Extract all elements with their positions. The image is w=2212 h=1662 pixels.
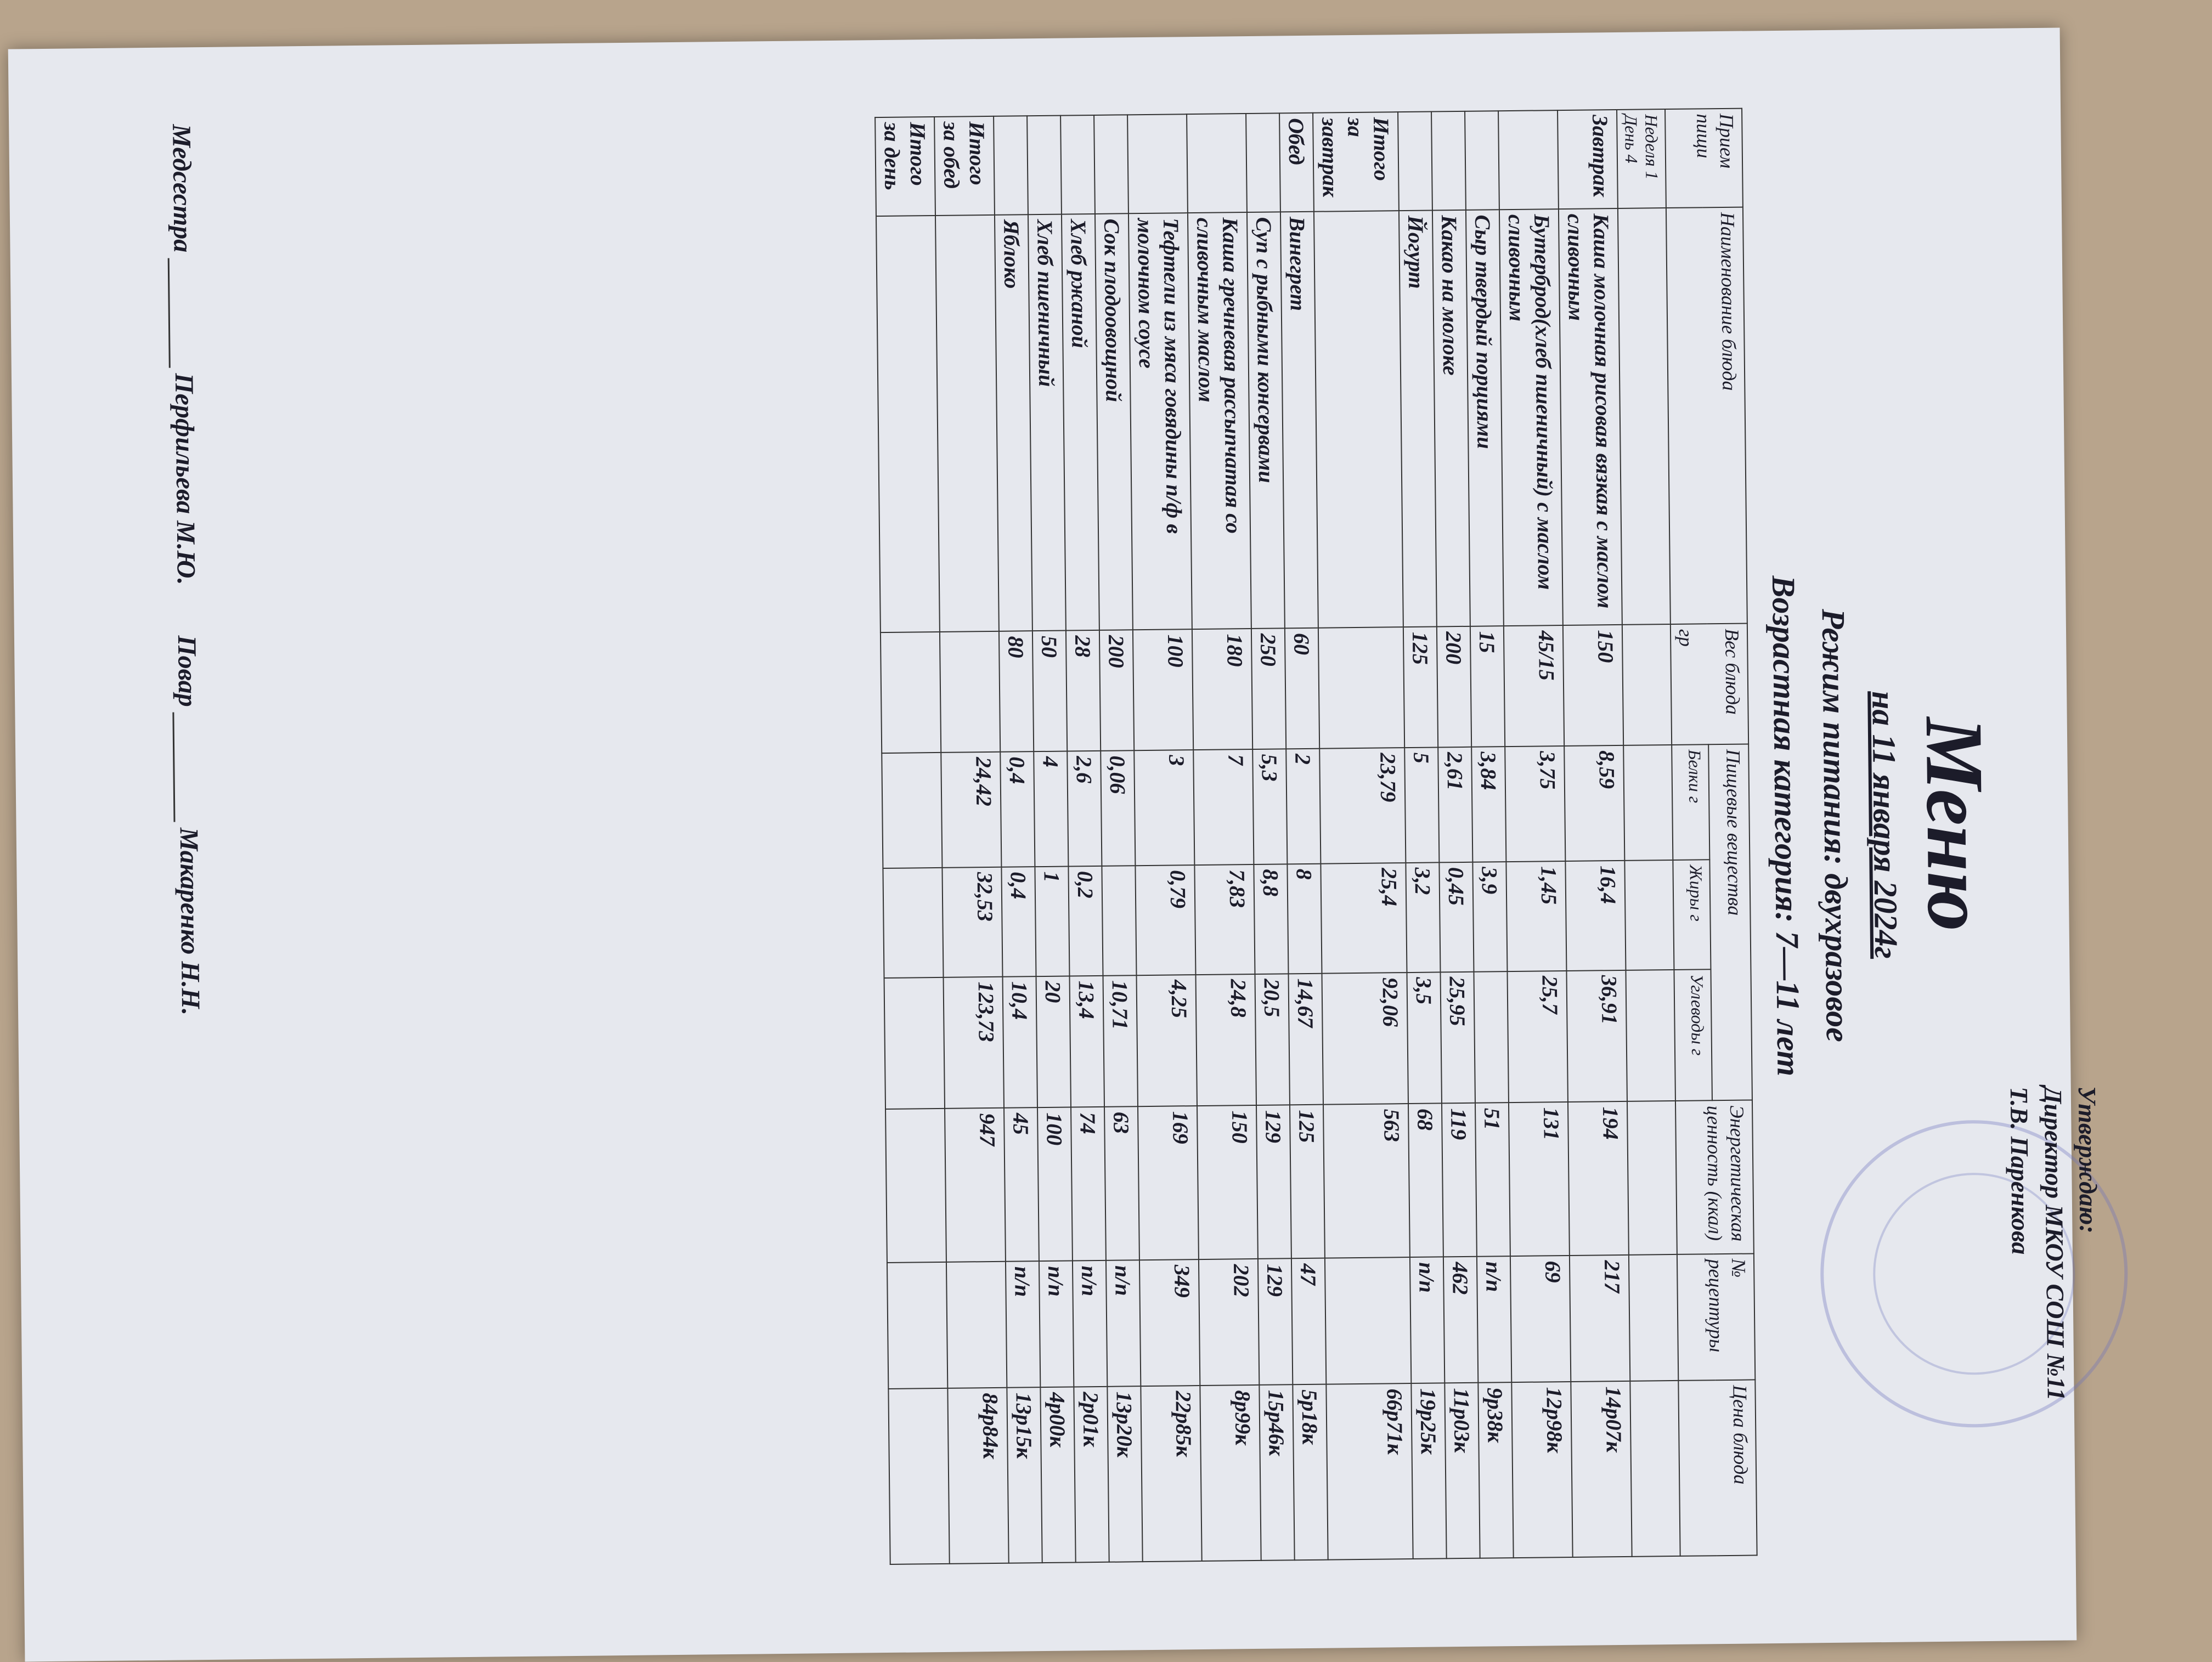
cell-name: Каша гречневая рассыпчатая со сливочным маслом <box>1188 212 1251 629</box>
regime-line: Режим питания: двухразовое <box>1815 608 1856 1043</box>
cell-e: 100 <box>1037 1107 1073 1262</box>
header-fats: Жиры г <box>1673 860 1711 970</box>
table-row <box>1313 112 1413 1559</box>
cell-price: 19р25к <box>1411 1383 1446 1559</box>
cell-r: п/п <box>1073 1260 1107 1387</box>
cell-weight: 200 <box>1437 626 1471 747</box>
cell-c: 25,95 <box>1440 971 1475 1103</box>
cell-c: 123,73 <box>944 976 1005 1109</box>
header-recipe: № рецептуры <box>1677 1254 1755 1381</box>
cell-meal <box>1060 115 1095 214</box>
cell-meal <box>1465 111 1499 210</box>
cell-p: 4 <box>1034 751 1068 866</box>
cell-f: 16,4 <box>1565 861 1626 971</box>
cell-price: 14р07к <box>1571 1381 1632 1557</box>
cell-weight: 250 <box>1251 628 1286 749</box>
cell-p: 2,6 <box>1067 751 1102 866</box>
cell-name: Йогурт <box>1399 210 1437 627</box>
nurse-scribble <box>168 258 209 368</box>
cell-r <box>1325 1257 1411 1384</box>
cell-name: Сок плодоовощной <box>1095 213 1133 630</box>
cell-price: 66р71к <box>1326 1383 1413 1559</box>
approval-line-1: Утверждаю: <box>2073 1086 2103 1234</box>
cell-price: 5р18к <box>1293 1384 1328 1560</box>
cell-weight: 15 <box>1470 626 1505 747</box>
cell-weight <box>881 632 941 753</box>
header-carbs: Углеводы г <box>1674 969 1712 1101</box>
cell-f: 32,53 <box>942 867 1002 977</box>
cell-p: 5,3 <box>1252 749 1287 864</box>
cell-p: 2,61 <box>1438 747 1472 862</box>
cell-c: 3,5 <box>1407 972 1442 1104</box>
nurse-signature: МедсестраПерфильева М.Ю. <box>166 124 211 585</box>
cell-weight: 180 <box>1192 629 1252 750</box>
menu-document <box>107 43 2142 1622</box>
cell-weight <box>940 631 1000 753</box>
week-label: Неделя 1 День 4 <box>1617 109 1666 208</box>
cell-e: 947 <box>945 1108 1006 1262</box>
cell-c: 36,91 <box>1566 970 1627 1102</box>
cell-name: Какао на молоке <box>1432 210 1470 627</box>
cell-f: 0,4 <box>1001 867 1036 976</box>
header-proteins: Белки г <box>1672 744 1709 860</box>
cell-f: 3,9 <box>1472 862 1507 971</box>
cell-e: 150 <box>1197 1105 1258 1259</box>
cell-f: 0,45 <box>1439 862 1474 972</box>
cell-price: 4р00к <box>1040 1387 1075 1563</box>
cell-p: 3,84 <box>1471 747 1506 862</box>
cell-p: 24,42 <box>941 752 1001 868</box>
cell-e: 68 <box>1408 1104 1443 1258</box>
cell-price: 8р99к <box>1200 1385 1261 1561</box>
paper-sheet <box>8 27 2103 1661</box>
approval-line-3: Т.В. Паренкова <box>2005 1087 2035 1255</box>
cell-name: Каша молочная рисовая вязкая с маслом сливочным <box>1559 208 1622 625</box>
cook-signature: ПоварМакаренко Н.Н. <box>172 635 216 1015</box>
cell-name: Сыр твердый порциями <box>1466 210 1504 626</box>
signatures <box>166 124 222 1573</box>
cell-e: 45 <box>1004 1108 1039 1262</box>
cell-price: 11р03к <box>1444 1383 1480 1558</box>
cell-meal: Обед <box>1279 113 1314 212</box>
cell-c: 10,4 <box>1003 976 1038 1108</box>
cell-price: 9р38к <box>1478 1382 1513 1558</box>
cell-price: 12р98к <box>1511 1382 1572 1558</box>
cell-weight: 50 <box>1032 631 1067 751</box>
cell-price: 2р01к <box>1074 1387 1109 1562</box>
cell-meal <box>1094 115 1128 214</box>
cell-p: 8,59 <box>1564 745 1624 861</box>
header-name: Наименование блюда <box>1666 207 1747 625</box>
cell-f: 8,8 <box>1254 864 1288 974</box>
cell-p <box>882 753 942 868</box>
header-price: Цена блюда <box>1678 1380 1757 1556</box>
cell-name: Тефтели из мяса говядины п/ф в молочном соусе <box>1128 213 1192 630</box>
approval-block <box>2002 1086 2109 1581</box>
cell-e: 131 <box>1509 1102 1570 1256</box>
cell-meal <box>1498 110 1559 210</box>
cell-p: 3,75 <box>1505 746 1565 862</box>
cell-r: 129 <box>1258 1259 1293 1386</box>
cell-f: 25,4 <box>1321 863 1407 973</box>
cell-meal <box>1431 111 1466 211</box>
cell-f: 0,79 <box>1135 865 1195 975</box>
cell-name: Винегрет <box>1280 212 1318 629</box>
cell-weight <box>1318 627 1404 748</box>
cell-weight: 45/15 <box>1504 625 1564 747</box>
cell-c: 25,7 <box>1507 971 1568 1103</box>
cell-c: 10,71 <box>1103 975 1138 1107</box>
cell-r: 69 <box>1510 1256 1571 1382</box>
cell-r: 47 <box>1291 1258 1326 1385</box>
approval-line-2: Директор МКОУ СОШ №11 <box>2039 1086 2070 1401</box>
cell-name <box>1314 211 1403 628</box>
cell-e: 129 <box>1256 1105 1291 1259</box>
cell-weight: 150 <box>1563 625 1623 746</box>
cell-price <box>888 1388 949 1564</box>
cell-name: Бутерброд(хлеб пшеничный) с маслом сливочным <box>1499 209 1563 626</box>
page-title: Меню <box>1908 716 2002 932</box>
cell-weight: 125 <box>1403 627 1438 748</box>
cell-r: п/п <box>1410 1257 1444 1384</box>
cell-name: Хлеб ржаной <box>1062 214 1099 631</box>
cell-c: 20 <box>1036 976 1071 1107</box>
cell-meal <box>1187 114 1247 213</box>
cell-c: 24,8 <box>1195 974 1256 1106</box>
cell-meal: Завтрак <box>1558 110 1618 209</box>
cell-meal <box>1246 113 1280 212</box>
cell-weight: 200 <box>1099 630 1134 750</box>
date-line: на 11 января 2024г <box>1865 691 1905 959</box>
cell-meal: Итого за обед <box>934 116 995 216</box>
cell-f: 1,45 <box>1506 861 1566 971</box>
menu-table <box>874 108 1758 1565</box>
cell-e <box>885 1109 946 1263</box>
cell-r: 217 <box>1570 1255 1630 1382</box>
cell-p: 5 <box>1404 747 1439 862</box>
cell-e: 74 <box>1071 1107 1106 1261</box>
cell-e: 125 <box>1290 1105 1325 1259</box>
cell-e: 119 <box>1442 1103 1477 1257</box>
header-energy: Энергетическая ценность (ккал) <box>1675 1100 1754 1254</box>
cell-r: 462 <box>1443 1257 1478 1383</box>
cell-weight: 28 <box>1066 630 1101 751</box>
cell-r: п/п <box>1039 1261 1074 1388</box>
cell-c: 14,67 <box>1288 973 1323 1105</box>
cell-name <box>935 215 999 632</box>
cell-r: п/п <box>1106 1260 1141 1387</box>
cell-p: 2 <box>1286 749 1321 864</box>
cell-e: 169 <box>1138 1106 1199 1260</box>
cook-scribble <box>172 712 213 822</box>
cell-r <box>887 1262 947 1389</box>
cell-c <box>884 977 945 1109</box>
cell-f: 0,2 <box>1068 866 1103 976</box>
cell-meal: Итого за завтрак <box>1313 112 1399 212</box>
cell-e: 194 <box>1568 1101 1629 1256</box>
cell-f <box>883 868 943 978</box>
cell-price: 22р85к <box>1141 1386 1201 1562</box>
cell-f: 1 <box>1035 866 1069 976</box>
cell-c: 13,4 <box>1070 975 1105 1107</box>
cell-price: 13р20к <box>1107 1386 1142 1562</box>
cell-r: п/п <box>1477 1256 1511 1383</box>
cell-r: 202 <box>1199 1259 1259 1386</box>
cell-c: 20,5 <box>1255 974 1290 1105</box>
cell-f: 8 <box>1287 863 1322 973</box>
cell-p: 0,06 <box>1101 750 1135 866</box>
cell-price: 15р46к <box>1259 1385 1294 1561</box>
cell-f <box>1102 866 1136 975</box>
cell-c: 4,25 <box>1136 975 1197 1107</box>
cell-weight: 100 <box>1133 629 1193 750</box>
cell-p: 0,4 <box>1000 751 1035 867</box>
cell-r: 349 <box>1139 1259 1200 1386</box>
cell-p: 23,79 <box>1319 748 1406 863</box>
cell-e: 563 <box>1323 1104 1410 1258</box>
header-weight: Вес блюда гр <box>1671 624 1748 745</box>
cell-f: 7,83 <box>1194 864 1255 975</box>
cell-f: 3,2 <box>1406 862 1440 972</box>
cell-name: Суп с рыбными консервами <box>1247 212 1285 629</box>
cell-weight: 80 <box>999 631 1034 751</box>
cell-price: 84р84к <box>947 1388 1008 1564</box>
cell-c: 92,06 <box>1322 973 1408 1105</box>
cell-name <box>876 216 940 632</box>
cell-meal <box>1398 112 1432 211</box>
cell-p: 3 <box>1134 750 1194 866</box>
header-meal: Прием пищи <box>1665 109 1743 208</box>
cell-r: п/п <box>1006 1261 1040 1388</box>
cell-e: 63 <box>1104 1107 1139 1261</box>
cell-e: 51 <box>1475 1103 1510 1257</box>
cell-price: 13р15к <box>1007 1387 1042 1563</box>
cell-name: Хлеб пшеничный <box>1028 214 1066 631</box>
cell-meal <box>1027 116 1062 215</box>
cell-c <box>1474 971 1509 1103</box>
cell-r <box>946 1262 1007 1388</box>
cell-meal <box>1127 114 1188 213</box>
cell-name: Яблоко <box>995 214 1032 631</box>
age-line: Возрастная категория: 7—11 лет <box>1765 575 1807 1077</box>
cell-meal: Итого за день <box>875 117 935 216</box>
cell-p: 7 <box>1193 749 1254 865</box>
cell-meal <box>994 116 1028 215</box>
header-nutrients: Пищевые вещества <box>1708 744 1752 1100</box>
cell-weight: 60 <box>1285 628 1319 749</box>
